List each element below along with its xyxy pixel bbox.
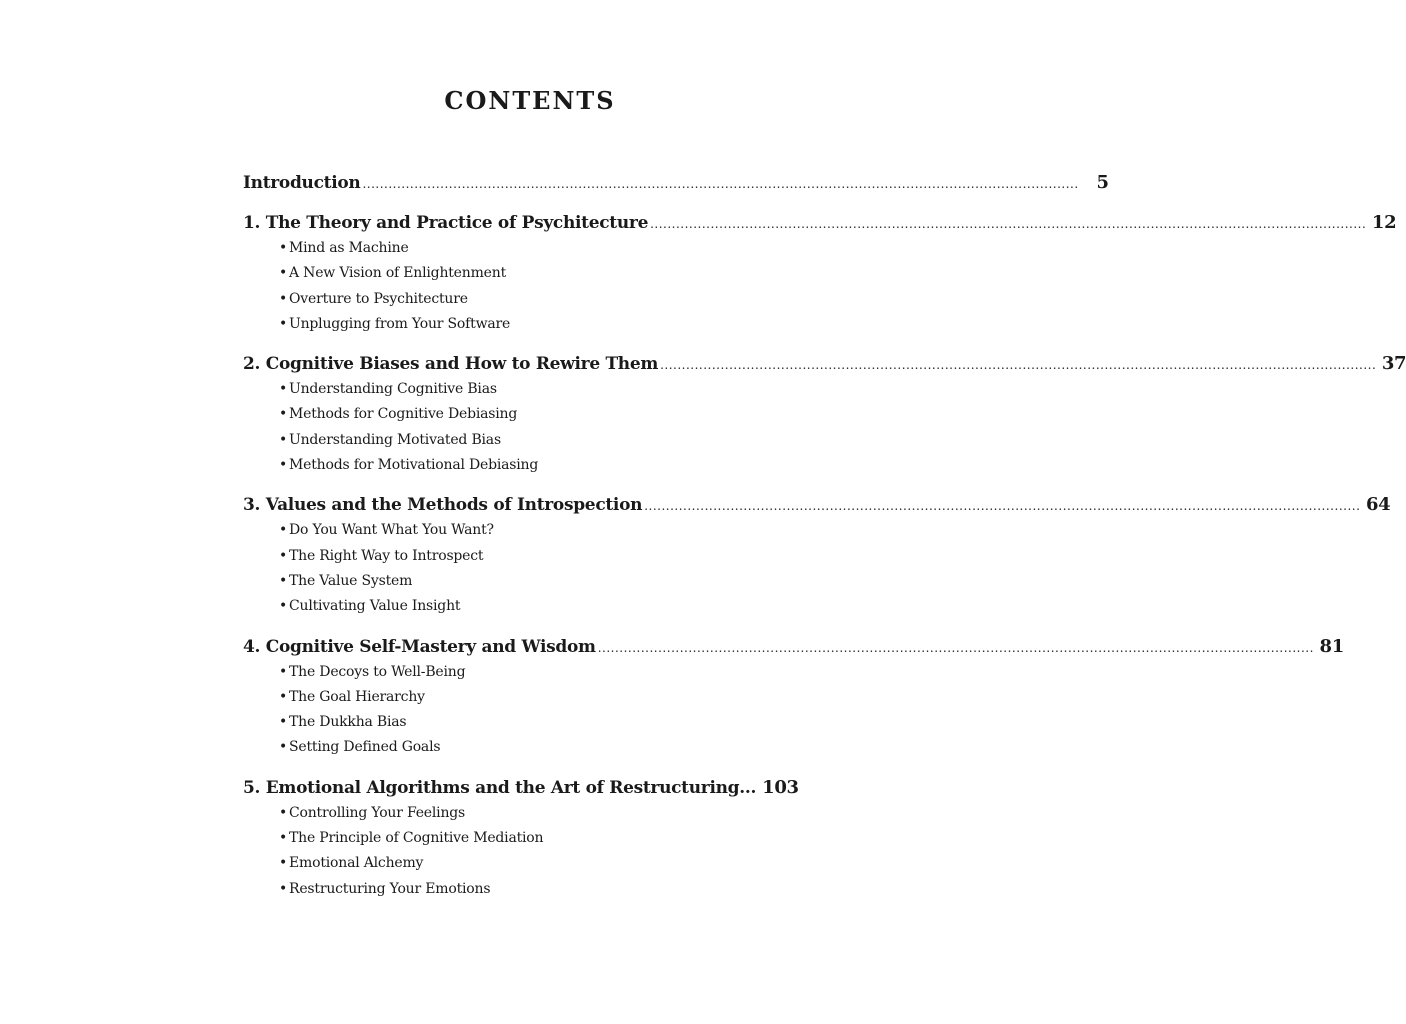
toc-entry-chapter-2	[243, 351, 1406, 478]
subsection-item	[279, 877, 784, 902]
bullet-icon: •	[279, 290, 288, 307]
subsection-item	[279, 685, 784, 710]
bullet-icon: •	[279, 522, 288, 539]
toc-page-number: 81	[1319, 635, 1344, 657]
bullet-icon: •	[279, 880, 288, 897]
toc-entry-chapter-3	[243, 492, 1391, 619]
bullet-icon: •	[279, 804, 288, 821]
subsection-label: The Principle of Cognitive Mediation	[289, 830, 544, 847]
subsection-item	[279, 453, 784, 478]
dot-leader: ......................................................................................................................................................................	[650, 217, 1367, 231]
bullet-icon: •	[279, 598, 288, 615]
subsection-label: Understanding Cognitive Bias	[289, 381, 497, 398]
bullet-icon: •	[279, 714, 288, 731]
bullet-icon: •	[279, 265, 288, 282]
dot-leader: ......................................................................................................................................................................	[597, 640, 1314, 655]
bullet-icon: •	[279, 431, 288, 448]
toc-entry-title: Introduction	[243, 173, 361, 193]
subsection-list	[243, 660, 784, 761]
toc-entry-chapter-4	[243, 634, 1344, 761]
bullet-icon: •	[279, 855, 288, 872]
toc-entry-heading[interactable]	[243, 775, 799, 801]
bullet-icon: •	[279, 739, 288, 756]
toc-entry-heading[interactable]	[243, 634, 1344, 660]
bullet-icon: •	[279, 457, 288, 474]
bullet-icon: •	[279, 381, 288, 398]
subsection-item	[279, 377, 784, 402]
subsection-list	[243, 377, 784, 478]
subsection-label: The Dukkha Bias	[289, 714, 407, 731]
subsection-item	[279, 428, 784, 453]
subsection-label: Controlling Your Feelings	[289, 804, 466, 821]
subsection-item	[279, 594, 784, 619]
subsection-label: Cultivating Value Insight	[289, 598, 461, 615]
bullet-icon: •	[279, 688, 288, 705]
subsection-item	[279, 287, 784, 312]
bullet-icon: •	[279, 663, 288, 680]
subsection-label: Do You Want What You Want?	[289, 522, 494, 539]
bullet-icon: •	[279, 547, 288, 564]
subsection-label: Restructuring Your Emotions	[289, 880, 491, 897]
subsection-item	[279, 569, 784, 594]
dot-leader: ......................................................................................................................................................................	[660, 358, 1377, 373]
bullet-icon: •	[279, 406, 288, 423]
toc-page-number: 37	[1381, 353, 1406, 375]
subsection-list	[243, 518, 784, 619]
toc-entry-heading[interactable]	[243, 351, 1406, 377]
subsection-item	[279, 544, 784, 569]
subsection-item	[279, 660, 784, 685]
toc-entry-chapter-5	[243, 775, 799, 902]
toc-entry-heading[interactable]	[243, 492, 1391, 518]
subsection-label: The Decoys to Well-Being	[289, 663, 466, 680]
toc-page-number: 103	[762, 776, 799, 798]
subsection-label: A New Vision of Enlightenment	[289, 265, 506, 282]
subsection-item	[279, 312, 784, 337]
bullet-icon: •	[279, 830, 288, 847]
subsection-label: Understanding Motivated Bias	[289, 431, 501, 448]
subsection-item	[279, 261, 784, 286]
toc-entry-title: 3. Values and the Methods of Introspection	[243, 495, 643, 516]
subsection-label: The Goal Hierarchy	[289, 688, 425, 705]
subsection-label: Emotional Alchemy	[289, 855, 424, 872]
subsection-item	[279, 236, 784, 261]
subsection-item	[279, 801, 784, 826]
table-of-contents	[243, 170, 1406, 916]
subsection-label: The Value System	[289, 572, 413, 589]
subsection-item	[279, 518, 784, 543]
subsection-list	[243, 236, 784, 337]
toc-entry-chapter-1	[243, 210, 1397, 337]
toc-entry-title: 1. The Theory and Practice of Psychitecture	[243, 213, 649, 233]
subsection-item	[279, 851, 784, 876]
subsection-label: Methods for Motivational Debiasing	[289, 457, 539, 474]
bullet-icon: •	[279, 240, 288, 256]
toc-page-number: 5	[1096, 172, 1109, 193]
toc-page-number: 12	[1371, 212, 1397, 233]
toc-entry-introduction	[243, 170, 1109, 196]
bullet-icon: •	[279, 572, 288, 589]
subsection-item	[279, 402, 784, 427]
toc-entry-heading[interactable]	[243, 210, 1397, 236]
toc-entry-heading[interactable]	[243, 170, 1109, 196]
dot-leader: ......................................................................................................................................................................	[362, 177, 1079, 191]
subsection-item	[279, 735, 784, 760]
toc-entry-title: 2. Cognitive Biases and How to Rewire Them	[243, 354, 659, 375]
toc-entry-title: 4. Cognitive Self-Mastery and Wisdom	[243, 636, 596, 657]
dot-leader: ......................................................................................................................................................................	[644, 499, 1361, 514]
subsection-item	[279, 826, 784, 851]
page-title: CONTENTS	[444, 86, 616, 115]
subsection-label: Unplugging from Your Software	[289, 315, 511, 332]
toc-page-number: 64	[1365, 494, 1391, 516]
subsection-list	[243, 801, 784, 902]
subsection-label: The Right Way to Introspect	[289, 547, 484, 564]
toc-entry-title: 5. Emotional Algorithms and the Art of Restructuring...	[243, 777, 757, 798]
subsection-label: Overture to Psychitecture	[289, 290, 468, 307]
subsection-label: Mind as Machine	[289, 240, 409, 256]
subsection-label: Methods for Cognitive Debiasing	[289, 406, 518, 423]
bullet-icon: •	[279, 315, 288, 332]
subsection-label: Setting Defined Goals	[289, 739, 441, 756]
subsection-item	[279, 710, 784, 735]
